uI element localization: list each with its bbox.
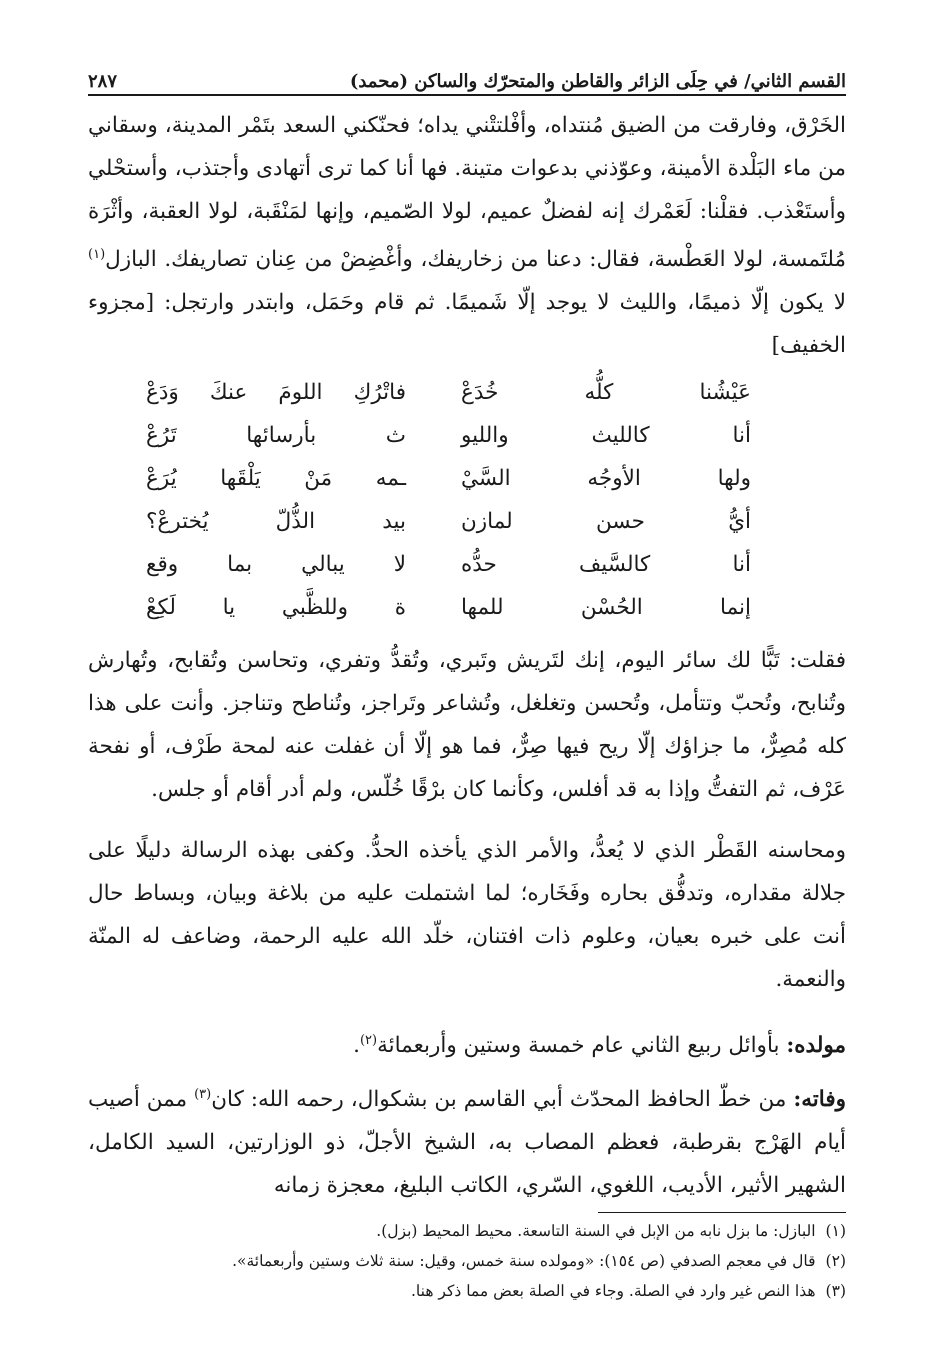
verse-first-hemistich: عَيْشُنا كلُّه خُدَعْ xyxy=(461,380,751,406)
birth-paragraph xyxy=(88,1019,846,1067)
birth-end: . xyxy=(353,1033,360,1059)
footnote-number: (١) xyxy=(825,1222,846,1240)
paragraph-2: فقلت: تَبًّا لك سائر اليوم، إنك لتَريش وتَبري، وتُقدُّ وتفري، وتحاسن وتُقابح، وتُهارش وتُنابح، وتُحبّ وتتأمل، وتُحسن وتغلغل، وتُشاعر وتَراجز، وتُناطح وتناجز. وأنت على هذا كله مُصِرٌّ، ما جزاؤك إلّا ريح فيها صِرٌّ، فما هو إلّا أن غفلت عنه لمحة طَرْف، أو نفحة عَرْف، ثم التفتُّ وإذا به قد أفلس، وكأنما كان برْقًا خُلّس، ولم أدر أقام أو جلس. xyxy=(88,648,846,803)
poem-verse xyxy=(88,457,846,500)
verse-second-hemistich: لا يبالي بما وقع xyxy=(146,552,406,578)
page-number: ٢٨٧ xyxy=(88,71,118,92)
verse-first-hemistich: أنا كالسَّيف حدُّه xyxy=(461,552,751,578)
paragraph-1-tail: لا يكون إلّا ذميمًا، والليث لا يوجد إلّا شَميمًا. ثم قام وحَمَل، وابتدر وارتجل: [مجزوء الخفيف] xyxy=(88,290,846,359)
footnote-rule xyxy=(598,1212,846,1213)
poem-verse xyxy=(88,500,846,543)
running-title: القسم الثاني/ في حِلَى الزائر والقاطن والمتحرّك والساكن (محمد) xyxy=(349,71,846,92)
footnote-number: (٣) xyxy=(825,1282,846,1300)
birth-text: بأوائل ربيع الثاني عام خمسة وستين وأربعمائة xyxy=(377,1033,787,1059)
footnote-number: (٢) xyxy=(825,1252,846,1270)
verse-first-hemistich: أيُّ حسن لمازن xyxy=(461,509,751,535)
footnote xyxy=(88,1216,846,1246)
running-header xyxy=(88,62,846,92)
footnote-text: البازل: ما بزل نابه من الإبل في السنة التاسعة. محيط المحيط (بزل). xyxy=(376,1222,816,1240)
verse-first-hemistich: ولها الأوجُه السَّيْ xyxy=(461,466,751,492)
poem-verse xyxy=(88,371,846,414)
footnote xyxy=(88,1246,846,1276)
footnote-ref-2: (٢) xyxy=(359,1033,378,1049)
birth-label: مولده: xyxy=(786,1033,846,1059)
header-rule xyxy=(88,94,846,96)
paragraph-1 xyxy=(88,104,846,367)
death-text: من خطّ الحافظ المحدّث أبي القاسم بن بشكوال، رحمه الله: كان xyxy=(211,1087,794,1113)
paragraph-1-text: الخَرْق، وفارقت من الضيق مُنتداه، وأفْلتتْني يداه؛ فحنّكني السعد بتَمْر المدينة، وسقاني من ماء البَلْدة الأمينة، وعوّذني بدعوات متينة. فها أنا كما ترى أتهادى وأجتذب، وأستحْلي وأستَعْذب. فقلْنا: لَعَمْرك إنه لفضلٌ عميم، لولا الصّميم، وإنها لمَنْقَبة، لولا العقبة، وأثْرَة مُلتَمسة، لولا العَطْسة، فقال: دعنا من زخاريفك، وأغْضِضْ من عِنان تصاريفك. البازل xyxy=(88,113,846,273)
verse-second-hemistich: ث بأرسائها تَرُعْ xyxy=(146,423,406,449)
poem-verse xyxy=(88,586,846,629)
verse-second-hemistich: ـمه مَنْ يَلْقَها يُرَعْ xyxy=(146,466,406,492)
death-label: وفاته: xyxy=(793,1087,846,1113)
poem-verse xyxy=(88,414,846,457)
verse-second-hemistich: فاتْرُكِ اللومَ عنكَ وَدَعْ xyxy=(146,380,406,406)
main-text xyxy=(88,104,846,1207)
death-paragraph xyxy=(88,1073,846,1207)
poem-verse xyxy=(88,543,846,586)
paragraph-3: ومحاسنه القَطْر الذي لا يُعدُّ، والأمر الذي يأخذه الحدُّ. وكفى بهذه الرسالة دليلًا على جلالة مقداره، وتدفُّق بحاره وفَخَاره؛ لما اشتملت عليه من بلاغة وبيان، وبساط حال أنت على خبره بعيان، وعلوم ذات افتنان، خلّد الله عليه الرحمة، وضاعف له المنّة والنعمة. xyxy=(88,838,846,993)
verse-second-hemistich: ة وللظَّبي يا لَكِعْ xyxy=(146,595,406,621)
footnote xyxy=(88,1276,846,1306)
verse-first-hemistich: أنا كالليث والليو xyxy=(461,423,751,449)
footnote-text: هذا النص غير وارد في الصلة. وجاء في الصلة بعض مما ذكر هنا. xyxy=(411,1282,816,1300)
poem xyxy=(88,371,846,629)
footnote-ref-3: (٣) xyxy=(194,1087,212,1103)
footnote-ref-1: (١) xyxy=(88,247,106,262)
death-tail: ممن أصيب أيام الهَرْج بقرطبة، فعظم المصاب به، الشيخ الأجلّ، ذو الوزارتين، السيد الكامل، الشهير الأثير، الأديب، اللغوي، السّري، الكاتب البليغ، معجزة زمانه xyxy=(88,1087,846,1199)
verse-second-hemistich: بيد الذُّلّ يُخترعْ؟ xyxy=(146,509,406,535)
verse-first-hemistich: إنما الحُسْن للمها xyxy=(461,595,751,621)
footnotes xyxy=(88,1216,846,1306)
footnote-text: قال في معجم الصدفي (ص ١٥٤): «ومولده سنة خمس، وقيل: سنة ثلاث وستين وأربعمائة». xyxy=(232,1252,816,1270)
